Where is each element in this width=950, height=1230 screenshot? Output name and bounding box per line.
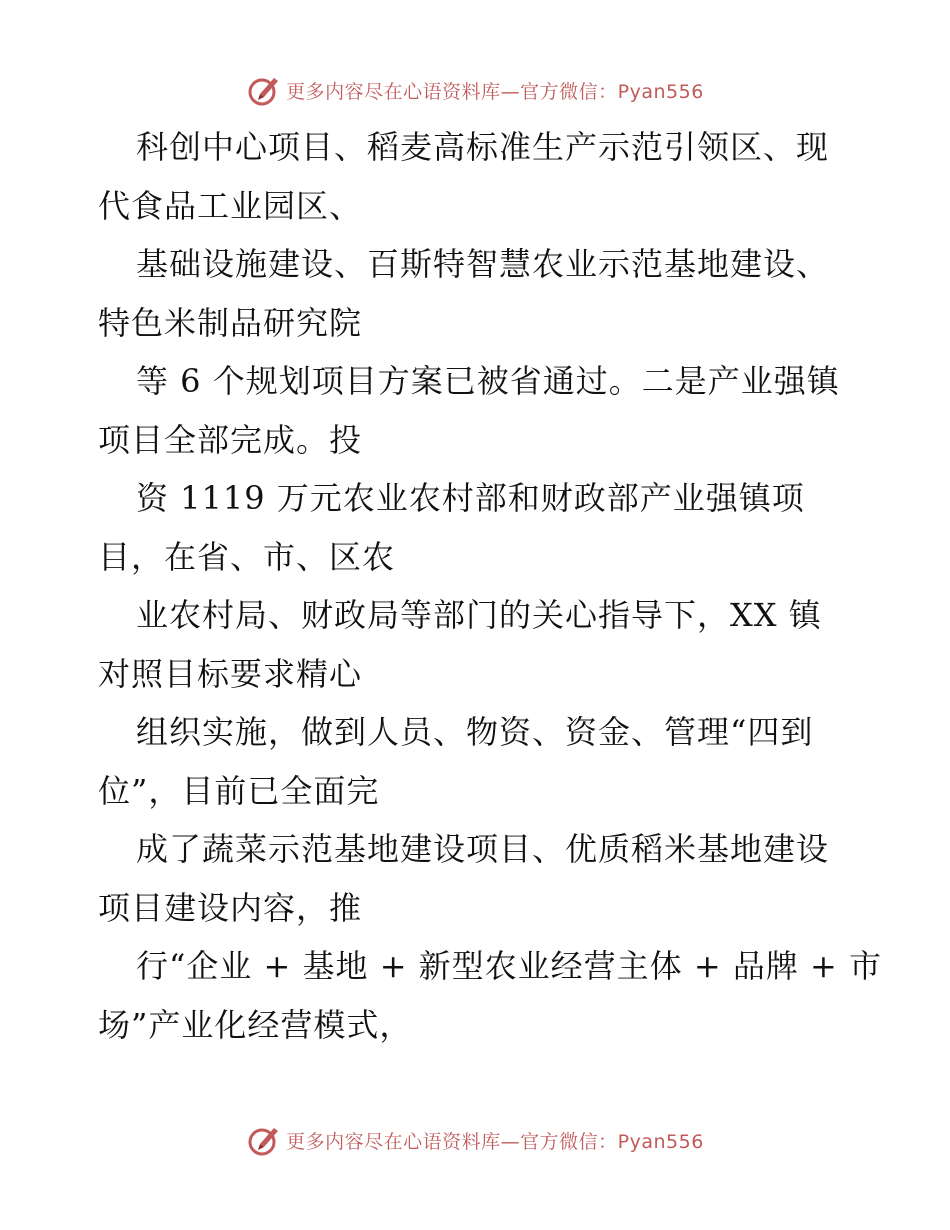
document-body bbox=[98, 118, 882, 1054]
header-banner-text: 更多内容尽在心语资料库—官方微信：Pyan556 bbox=[286, 80, 704, 103]
footer-banner bbox=[0, 1120, 950, 1160]
text-line: 项目建设内容，推 bbox=[98, 888, 363, 927]
header-banner bbox=[0, 70, 950, 110]
text-line: 业农村局、财政局等部门的关心指导下，XX 镇 bbox=[136, 596, 822, 634]
text-line: 行“企业 + 基地 + 新型农业经营主体 + 品牌 + 市 bbox=[136, 947, 882, 985]
text-line: 位”，目前已全面完 bbox=[98, 771, 380, 810]
text-line: 目，在省、市、区农 bbox=[98, 537, 396, 576]
text-line: 科创中心项目、稻麦高标准生产示范引领区、现 bbox=[136, 128, 830, 166]
pen-logo-icon bbox=[246, 72, 282, 108]
text-line: 特色米制品研究院 bbox=[98, 303, 363, 342]
footer-banner-text: 更多内容尽在心语资料库—官方微信：Pyan556 bbox=[286, 1130, 704, 1153]
text-line: 对照目标要求精心 bbox=[98, 654, 363, 693]
pen-logo-icon bbox=[246, 1122, 282, 1158]
text-line: 组织实施，做到人员、物资、资金、管理“四到 bbox=[136, 713, 814, 751]
text-line: 场”产业化经营模式， bbox=[98, 1005, 413, 1044]
text-line: 代食品工业园区、 bbox=[98, 186, 363, 225]
text-line: 等 6 个规划项目方案已被省通过。二是产业强镇 bbox=[136, 362, 840, 400]
text-line: 项目全部完成。投 bbox=[98, 420, 363, 459]
text-line: 成了蔬菜示范基地建设项目、优质稻米基地建设 bbox=[136, 830, 830, 868]
text-line: 资 1119 万元农业农村部和财政部产业强镇项 bbox=[136, 479, 805, 517]
text-line: 基础设施建设、百斯特智慧农业示范基地建设、 bbox=[136, 245, 830, 283]
